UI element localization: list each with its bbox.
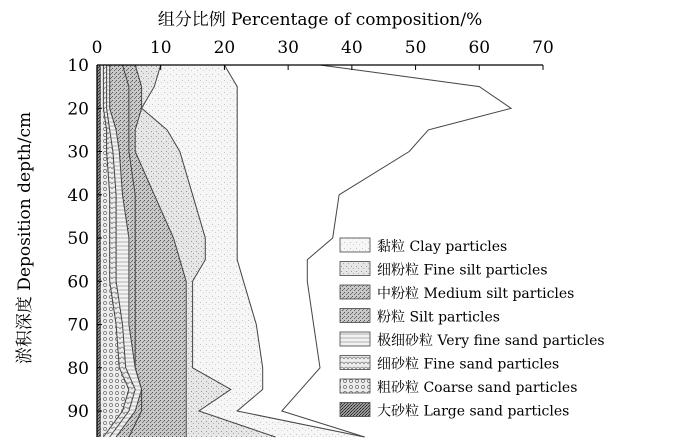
y-tick-label: 70 [67,315,89,336]
legend-label: 细砂粒 Fine sand particles [377,356,560,373]
legend-swatch [340,238,370,252]
y-axis-label: 淤积深度 Deposition depth/cm [15,111,35,365]
x-tick-label: 50 [404,38,427,58]
x-tick-label: 20 [213,38,236,58]
legend-swatch [340,309,370,323]
x-tick-label: 0 [91,38,103,58]
legend-label: 黏粒 Clay particles [377,239,508,255]
legend-swatch [340,403,370,417]
legend-swatch [340,356,370,370]
y-tick-label: 10 [67,56,89,76]
legend-label: 细粉粒 Fine silt particles [377,262,548,279]
y-tick-label: 60 [67,272,89,293]
legend-swatch [340,379,370,393]
y-tick-label: 20 [67,99,89,120]
legend-label: 粗砂粒 Coarse sand particles [377,380,578,396]
x-axis-label: 组分比例 Percentage of composition/% [157,10,483,30]
x-tick-label: 30 [277,38,299,58]
legend-swatch [340,262,370,276]
x-tick-label: 10 [149,38,172,58]
y-tick-label: 80 [67,358,89,379]
y-tick-label: 50 [67,229,89,250]
legend-swatch [340,285,370,299]
legend-label: 中粉粒 Medium silt particles [377,286,575,302]
legend-label: 极细砂粒 Very fine sand particles [377,333,605,349]
x-tick-label: 40 [341,38,363,58]
x-tick-label: 70 [532,38,554,58]
legend-label: 粉粒 Silt particles [377,309,500,326]
x-tick-label: 60 [468,38,491,58]
legend [336,232,628,424]
y-tick-label: 30 [67,142,89,163]
legend-swatch [340,332,370,346]
y-tick-label: 90 [67,402,89,423]
legend-label: 大砂粒 Large sand particles [377,403,570,420]
y-tick-label: 40 [67,185,89,206]
